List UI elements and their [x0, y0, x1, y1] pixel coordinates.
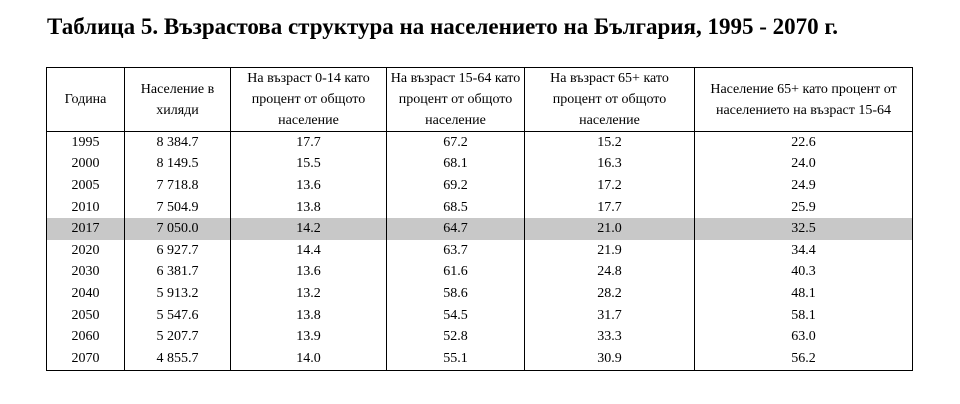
header-year: Година	[47, 68, 125, 132]
table-body	[47, 132, 913, 371]
age-0-14-cell: 14.0	[231, 348, 387, 370]
population-cell: 7 718.8	[125, 175, 231, 197]
dependency-ratio-cell: 24.9	[695, 175, 913, 197]
dependency-ratio-cell: 22.6	[695, 132, 913, 154]
age-65-plus-cell: 15.2	[525, 132, 695, 154]
age-0-14-cell: 13.9	[231, 326, 387, 348]
age-0-14-cell: 14.4	[231, 240, 387, 262]
table-row	[47, 348, 913, 370]
table-row	[47, 175, 913, 197]
age-0-14-cell: 17.7	[231, 132, 387, 154]
population-cell: 5 547.6	[125, 305, 231, 327]
dependency-ratio-cell: 24.0	[695, 154, 913, 176]
year-cell: 2005	[47, 175, 125, 197]
year-cell: 2017	[47, 218, 125, 240]
age-15-64-cell: 68.5	[387, 197, 525, 219]
age-15-64-cell: 54.5	[387, 305, 525, 327]
year-cell: 2060	[47, 326, 125, 348]
table-row	[47, 132, 913, 154]
age-15-64-cell: 58.6	[387, 283, 525, 305]
year-cell: 2030	[47, 262, 125, 284]
age-15-64-cell: 61.6	[387, 262, 525, 284]
table-row	[47, 283, 913, 305]
header-age-15-64: На възраст 15-64 като процент от общото население	[387, 68, 525, 132]
table-row	[47, 240, 913, 262]
population-cell: 4 855.7	[125, 348, 231, 370]
population-cell: 6 927.7	[125, 240, 231, 262]
population-cell: 8 149.5	[125, 154, 231, 176]
population-cell: 7 050.0	[125, 218, 231, 240]
header-population: Население в хиляди	[125, 68, 231, 132]
year-cell: 2010	[47, 197, 125, 219]
dependency-ratio-cell: 58.1	[695, 305, 913, 327]
dependency-ratio-cell: 40.3	[695, 262, 913, 284]
dependency-ratio-cell: 56.2	[695, 348, 913, 370]
age-65-plus-cell: 21.9	[525, 240, 695, 262]
dependency-ratio-cell: 63.0	[695, 326, 913, 348]
header-dependency-ratio: Население 65+ като процент от населението на възраст 15-64	[695, 68, 913, 132]
header-age-0-14: На възраст 0-14 като процент от общото население	[231, 68, 387, 132]
population-cell: 5 913.2	[125, 283, 231, 305]
year-cell: 2040	[47, 283, 125, 305]
dependency-ratio-cell: 34.4	[695, 240, 913, 262]
age-65-plus-cell: 24.8	[525, 262, 695, 284]
dependency-ratio-cell: 32.5	[695, 218, 913, 240]
table-row	[47, 326, 913, 348]
header-age-65-plus: На възраст 65+ като процент от общото население	[525, 68, 695, 132]
age-15-64-cell: 67.2	[387, 132, 525, 154]
age-0-14-cell: 13.8	[231, 305, 387, 327]
age-65-plus-cell: 17.7	[525, 197, 695, 219]
year-cell: 2000	[47, 154, 125, 176]
year-cell: 1995	[47, 132, 125, 154]
age-65-plus-cell: 33.3	[525, 326, 695, 348]
age-65-plus-cell: 30.9	[525, 348, 695, 370]
population-cell: 7 504.9	[125, 197, 231, 219]
age-0-14-cell: 13.6	[231, 262, 387, 284]
table-row	[47, 197, 913, 219]
table-title: Таблица 5. Възрастова структура на населението на България, 1995 - 2070 г.	[47, 14, 838, 39]
table-row-highlighted	[47, 218, 913, 240]
dependency-ratio-cell: 48.1	[695, 283, 913, 305]
age-65-plus-cell: 31.7	[525, 305, 695, 327]
age-0-14-cell: 13.2	[231, 283, 387, 305]
year-cell: 2050	[47, 305, 125, 327]
table-row	[47, 305, 913, 327]
age-0-14-cell: 13.6	[231, 175, 387, 197]
age-0-14-cell: 13.8	[231, 197, 387, 219]
header-row	[47, 68, 913, 132]
dependency-ratio-cell: 25.9	[695, 197, 913, 219]
year-cell: 2020	[47, 240, 125, 262]
age-15-64-cell: 55.1	[387, 348, 525, 370]
age-15-64-cell: 64.7	[387, 218, 525, 240]
age-0-14-cell: 15.5	[231, 154, 387, 176]
age-65-plus-cell: 21.0	[525, 218, 695, 240]
table-row	[47, 262, 913, 284]
age-65-plus-cell: 17.2	[525, 175, 695, 197]
population-cell: 8 384.7	[125, 132, 231, 154]
age-0-14-cell: 14.2	[231, 218, 387, 240]
age-15-64-cell: 69.2	[387, 175, 525, 197]
age-65-plus-cell: 28.2	[525, 283, 695, 305]
age-15-64-cell: 52.8	[387, 326, 525, 348]
population-cell: 5 207.7	[125, 326, 231, 348]
year-cell: 2070	[47, 348, 125, 370]
table-row	[47, 154, 913, 176]
age-65-plus-cell: 16.3	[525, 154, 695, 176]
age-15-64-cell: 68.1	[387, 154, 525, 176]
population-cell: 6 381.7	[125, 262, 231, 284]
population-age-structure-table	[46, 67, 913, 371]
age-15-64-cell: 63.7	[387, 240, 525, 262]
